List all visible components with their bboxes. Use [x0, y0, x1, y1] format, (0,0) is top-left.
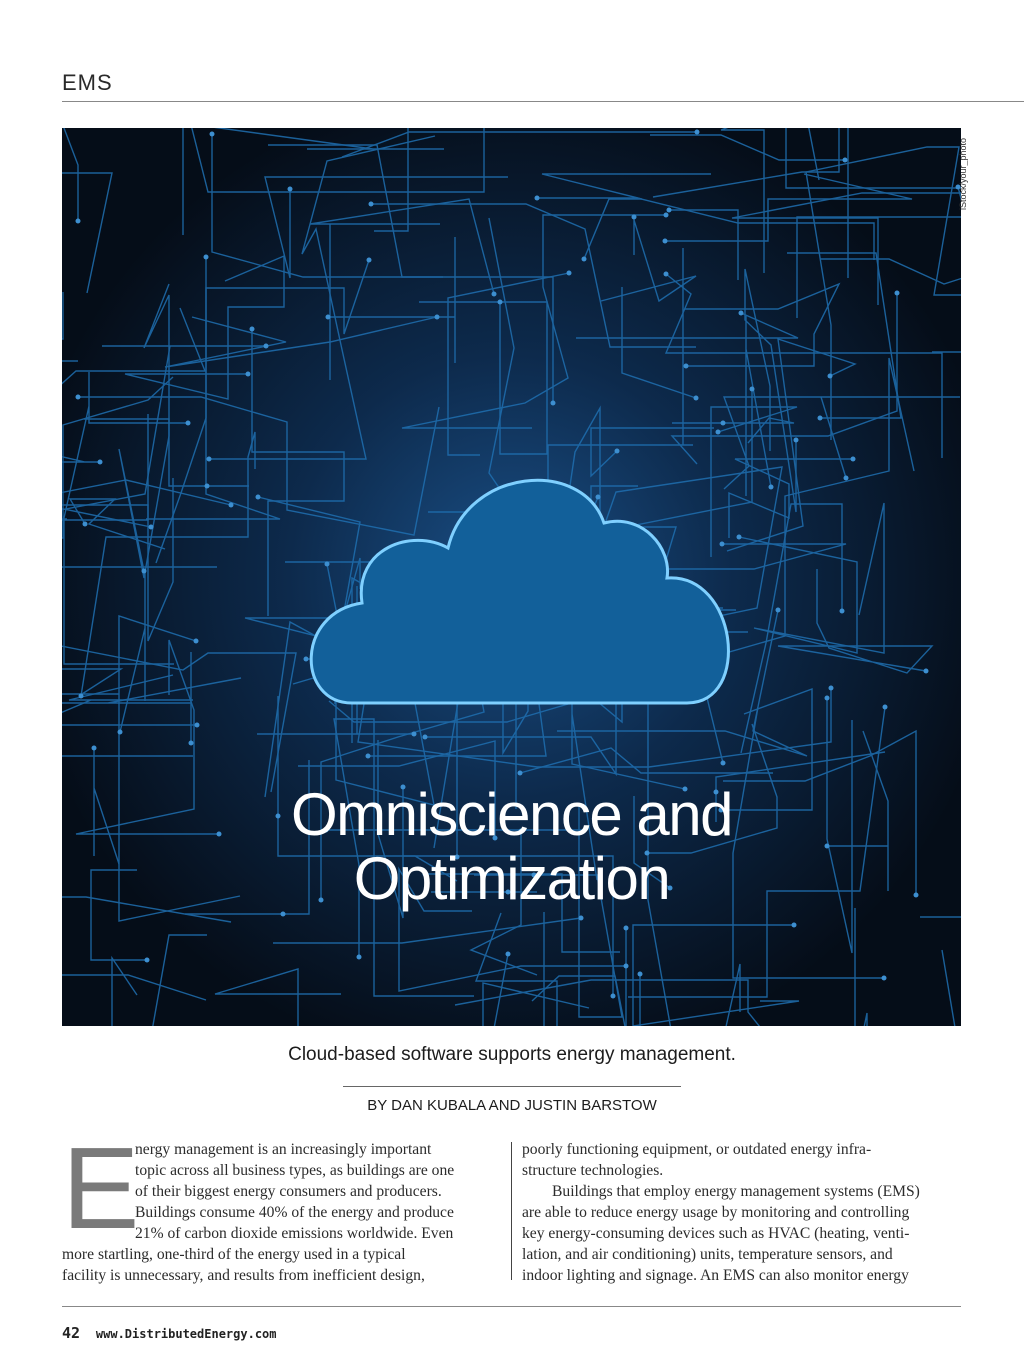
body-line: poorly functioning equipment, or outdated energy infra-	[522, 1141, 872, 1158]
circuit-node	[492, 292, 497, 297]
body-line: are able to reduce energy usage by monitoring and controlling	[522, 1204, 910, 1221]
byline-rule	[343, 1086, 681, 1087]
circuit-node	[883, 705, 888, 710]
circuit-node	[695, 130, 700, 135]
circuit-node	[325, 562, 330, 567]
circuit-node	[882, 976, 887, 981]
circuit-node	[145, 958, 150, 963]
circuit-node	[624, 926, 629, 931]
body-line: indoor lighting and signage. An EMS can also monitor energy	[522, 1267, 909, 1284]
circuit-node	[412, 732, 417, 737]
circuit-node	[828, 374, 833, 379]
circuit-node	[204, 255, 209, 260]
circuit-node	[326, 315, 331, 320]
body-line: lation, and air conditioning) units, temperature sensors, and	[522, 1246, 893, 1263]
circuit-node	[829, 686, 834, 691]
circuit-node	[205, 484, 210, 489]
circuit-node	[664, 213, 669, 218]
circuit-node	[210, 132, 215, 137]
column-divider	[511, 1142, 512, 1280]
circuit-node	[551, 401, 556, 406]
circuit-node	[76, 219, 81, 224]
circuit-node	[638, 972, 643, 977]
circuit-node	[664, 272, 669, 277]
circuit-node	[843, 158, 848, 163]
section-rule	[62, 101, 1024, 102]
circuit-node	[851, 457, 856, 462]
circuit-node	[750, 387, 755, 392]
body-line: 21% of carbon dioxide emissions worldwide. Even	[135, 1225, 454, 1242]
circuit-node	[98, 460, 103, 465]
circuit-node	[720, 542, 725, 547]
circuit-node	[142, 569, 147, 574]
circuit-node	[498, 300, 503, 305]
title-line-1: Omniscience and	[290, 781, 733, 848]
circuit-node	[684, 364, 689, 369]
circuit-node	[667, 208, 672, 213]
title-line-2: Optimization	[353, 845, 670, 912]
footer-rule	[62, 1306, 961, 1307]
body-line: topic across all business types, as buildings are one	[135, 1162, 455, 1179]
circuit-node	[186, 421, 191, 426]
circuit-node	[794, 438, 799, 443]
circuit-node	[76, 395, 81, 400]
circuit-node	[250, 327, 255, 332]
circuit-node	[737, 535, 742, 540]
circuit-node	[596, 495, 601, 500]
body-line: more startling, one-third of the energy used in a typical	[62, 1246, 406, 1263]
circuit-node	[579, 916, 584, 921]
circuit-node	[149, 525, 154, 530]
body-column-2	[522, 1139, 962, 1286]
page-number: 42	[62, 1324, 81, 1342]
body-line: Buildings that employ energy management systems (EMS)	[552, 1183, 920, 1200]
circuit-node	[792, 923, 797, 928]
circuit-node	[567, 271, 572, 276]
circuit-node	[739, 311, 744, 316]
circuit-node	[195, 723, 200, 728]
circuit-node	[246, 372, 251, 377]
hero-image	[62, 128, 961, 1026]
circuit-node	[632, 215, 637, 220]
article-title	[62, 783, 961, 911]
circuit-node	[694, 396, 699, 401]
body-line: Buildings consume 40% of the energy and produce	[135, 1204, 454, 1221]
circuit-node	[357, 955, 362, 960]
circuit-node	[118, 730, 123, 735]
circuit-node	[79, 694, 84, 699]
circuit-node	[721, 421, 726, 426]
section-label: EMS	[62, 70, 113, 95]
circuit-node	[776, 608, 781, 613]
circuit-node	[366, 754, 371, 759]
circuit-node	[423, 735, 428, 740]
circuit-node	[624, 964, 629, 969]
circuit-node	[818, 416, 823, 421]
body-line: of their biggest energy consumers and producers.	[135, 1183, 442, 1200]
circuit-node	[92, 746, 97, 751]
body-line: structure technologies.	[522, 1162, 664, 1179]
circuit-node	[506, 952, 511, 957]
circuit-node	[769, 485, 774, 490]
circuit-node	[721, 761, 726, 766]
circuit-node	[189, 741, 194, 746]
circuit-node	[716, 430, 721, 435]
circuit-node	[229, 503, 234, 508]
article-deck: Cloud-based software supports energy management.	[288, 1044, 736, 1065]
byline: BY DAN KUBALA AND JUSTIN BARSTOW	[367, 1097, 657, 1114]
circuit-node	[288, 187, 293, 192]
circuit-node	[535, 196, 540, 201]
circuit-node	[304, 657, 309, 662]
circuit-node	[844, 476, 849, 481]
circuit-node	[207, 457, 212, 462]
circuit-node	[611, 994, 616, 999]
photo-credit: iStock/your_photo	[958, 137, 968, 210]
circuit-node	[369, 202, 374, 207]
circuit-node	[264, 344, 269, 349]
circuit-node	[518, 771, 523, 776]
body-line: facility is unnecessary, and results from inefficient design,	[62, 1267, 425, 1284]
circuit-node	[895, 291, 900, 296]
body-column-1	[62, 1123, 502, 1286]
circuit-node	[663, 239, 668, 244]
circuit-node	[582, 257, 587, 262]
circuit-node	[367, 258, 372, 263]
circuit-node	[435, 315, 440, 320]
circuit-node	[840, 609, 845, 614]
footer-url[interactable]: www.DistributedEnergy.com	[95, 1327, 277, 1341]
circuit-node	[83, 522, 88, 527]
circuit-node	[281, 912, 286, 917]
circuit-node	[194, 639, 199, 644]
circuit-node	[615, 449, 620, 454]
circuit-node	[825, 696, 830, 701]
circuit-node	[256, 495, 261, 500]
body-line: nergy management is an increasingly important	[135, 1141, 432, 1158]
circuit-node	[924, 669, 929, 674]
page-footer	[62, 1324, 277, 1342]
body-line: key energy-consuming devices such as HVAC (heating, venti-	[522, 1225, 910, 1242]
drop-cap: E	[62, 1123, 140, 1253]
